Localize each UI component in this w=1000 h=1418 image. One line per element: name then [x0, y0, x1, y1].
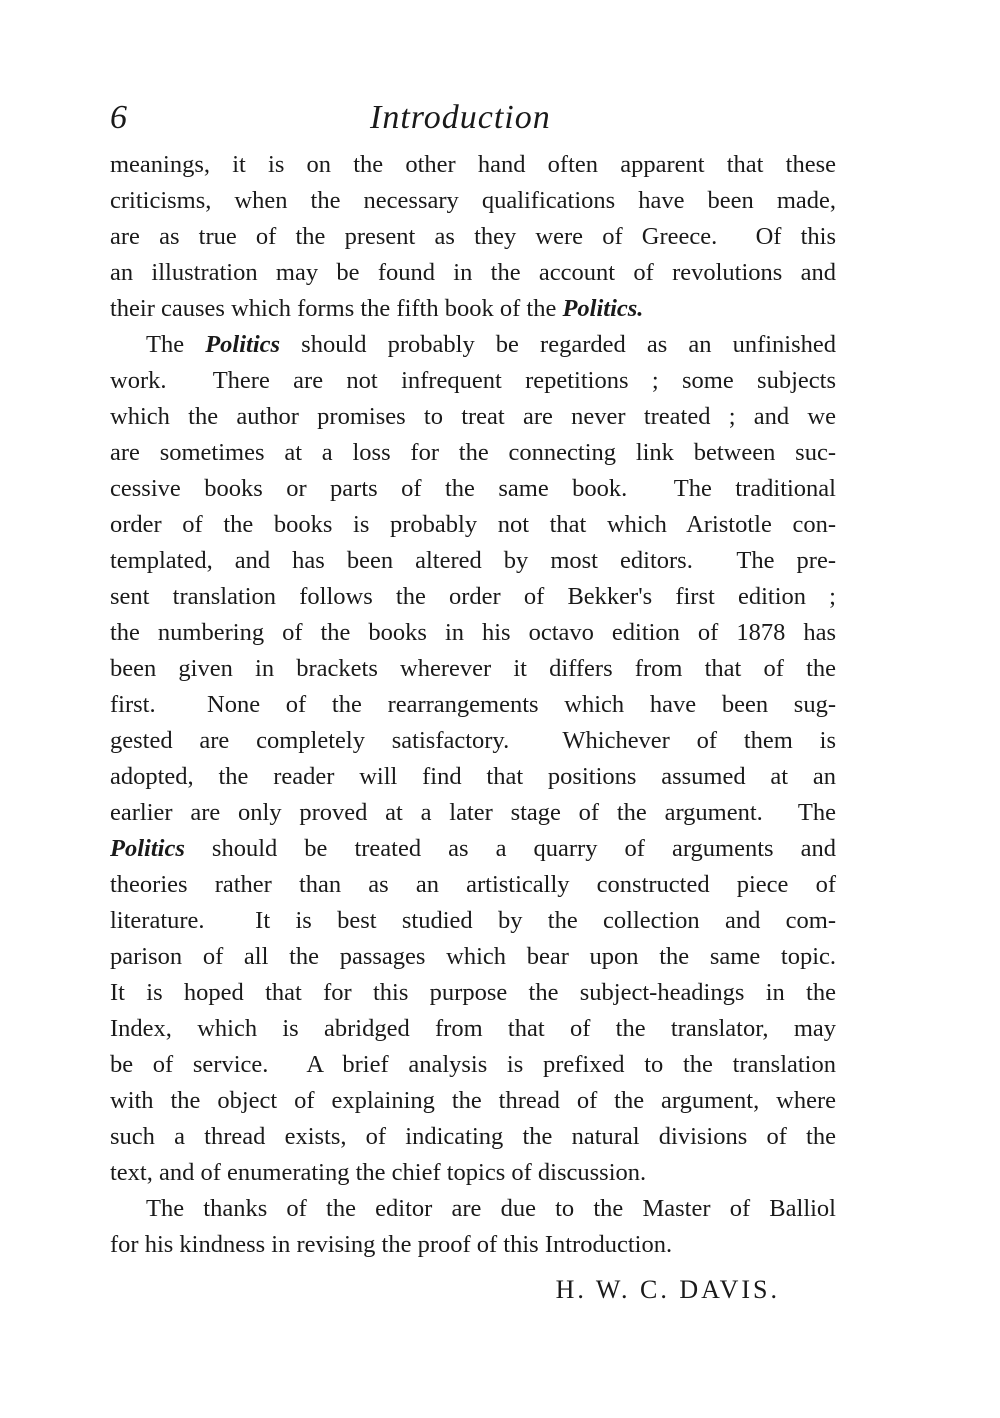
text-line: such a thread exists, of indicating the natural divisions of the	[110, 1123, 836, 1150]
text-line: theories rather than as an artistically constructed piece of	[110, 871, 836, 898]
text-line	[110, 291, 836, 327]
running-title: Introduction	[370, 99, 551, 136]
text-fragment: The	[146, 331, 206, 358]
text-line: parison of all the passages which bear upon the same topic.	[110, 943, 836, 970]
text-line: are as true of the present as they were of Greece. Of this	[110, 223, 836, 250]
text-line: adopted, the reader will find that positions assumed at an	[110, 763, 836, 790]
paragraph-2	[110, 327, 836, 1191]
text-line: be of service. A brief analysis is prefixed to the translation	[110, 1051, 836, 1078]
text-line: the numbering of the books in his octavo edition of 1878 has	[110, 619, 836, 646]
paragraph-1	[110, 147, 836, 327]
text-line	[110, 327, 836, 363]
text-line: The thanks of the editor are due to the Master of Balliol	[146, 1195, 836, 1222]
italic-title: Politics.	[562, 295, 644, 322]
text-line: been given in brackets wherever it differs from that of the	[110, 655, 836, 682]
text-line: literature. It is best studied by the collection and com-	[110, 907, 836, 934]
text-line: order of the books is probably not that which Aristotle con-	[110, 511, 836, 538]
text-fragment: should be treated as a quarry of arguments and	[184, 835, 836, 862]
page-number: 6	[110, 99, 127, 136]
text-line: meanings, it is on the other hand often apparent that these	[110, 151, 836, 178]
text-line: gested are completely satisfactory. Whichever of them is	[110, 727, 836, 754]
text-fragment: should probably be regarded as an unfinished	[280, 331, 836, 358]
body-text	[110, 147, 836, 1263]
text-line: criticisms, when the necessary qualifications have been made,	[110, 187, 836, 214]
text-line: which the author promises to treat are never treated ; and we	[110, 403, 836, 430]
text-line: with the object of explaining the thread of the argument, where	[110, 1087, 836, 1114]
text-line: work. There are not infrequent repetitions ; some subjects	[110, 367, 836, 394]
text-line: an illustration may be found in the account of revolutions and	[110, 259, 836, 286]
text-line: first. None of the rearrangements which have been sug-	[110, 691, 836, 718]
text-line: sent translation follows the order of Bekker's first edition ;	[110, 583, 836, 610]
text-line: templated, and has been altered by most editors. The pre-	[110, 547, 836, 574]
text-line: are sometimes at a loss for the connecting link between suc-	[110, 439, 836, 466]
text-line: earlier are only proved at a later stage of the argument. The	[110, 799, 836, 826]
page-header	[110, 95, 836, 147]
text-line	[110, 831, 836, 867]
paragraph-3	[110, 1191, 836, 1263]
text-line: cessive books or parts of the same book. The traditional	[110, 475, 836, 502]
text-line: for his kindness in revising the proof of this Introduction.	[110, 1231, 673, 1258]
italic-title: Politics	[110, 835, 185, 862]
text-line: It is hoped that for this purpose the subject-headings in the	[110, 979, 836, 1006]
book-page	[110, 95, 836, 1305]
italic-title: Politics	[205, 331, 281, 358]
text-line: text, and of enumerating the chief topics of discussion.	[110, 1159, 647, 1186]
text-fragment: their causes which forms the fifth book of the	[110, 295, 563, 322]
text-line: Index, which is abridged from that of the translator, may	[110, 1015, 836, 1042]
author-signature: H. W. C. DAVIS.	[555, 1275, 780, 1304]
